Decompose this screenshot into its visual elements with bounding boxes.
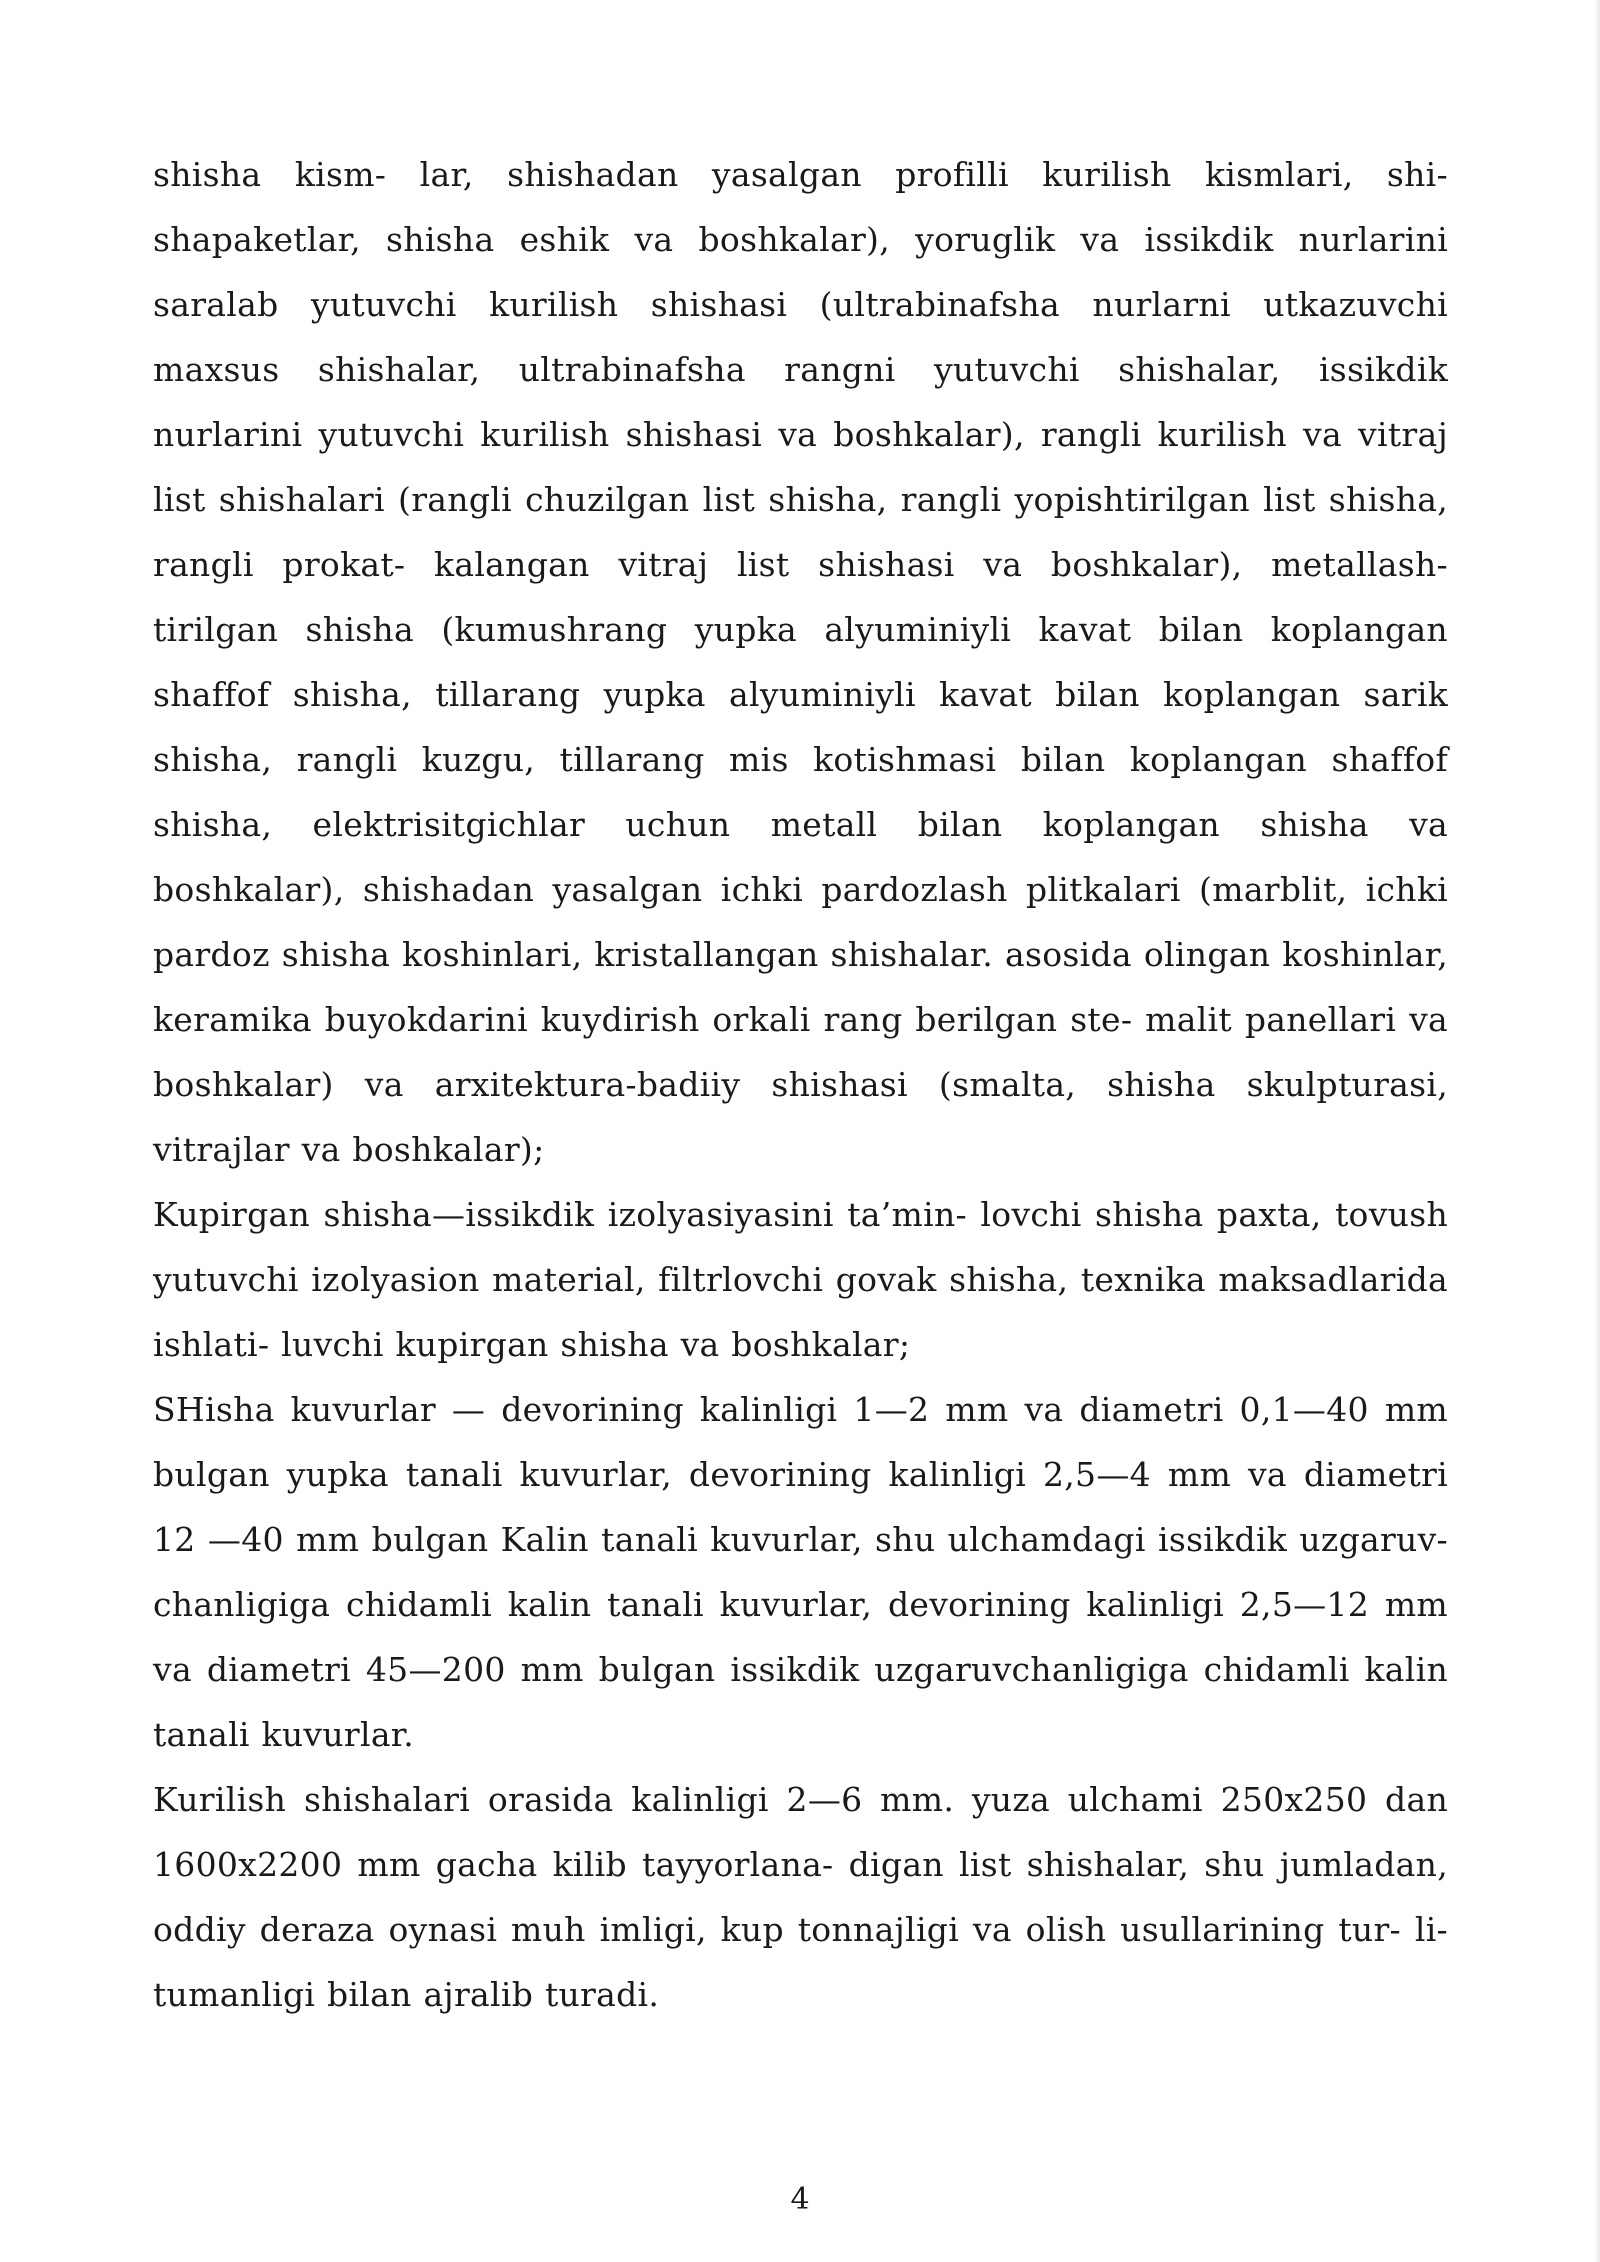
body-text xyxy=(153,142,1448,2027)
paragraph-sheet-glass: Kurilish shishalari orasida kalinligi 2—6 mm. yuza ulchami 250x250 dan 1600x2200 mm gacha kilib tayyorlana- digan list shishalar, shu jumladan, oddiy deraza oynasi muh imligi, kup tonnajligi va olish usullarining tur- li- tumanligi bilan ajralib turadi. xyxy=(153,1780,1448,2014)
page-number: 4 xyxy=(790,2182,810,2217)
paragraph-foam-glass: Kupirgan shisha—issikdik izolyasiyasini ta’min- lovchi shisha paxta, tovush yutuvchi izolyasion material, filtrlovchi govak shisha, texnika maksadlarida ishlati- luvchi kupirgan shisha va boshkalar; xyxy=(153,1195,1448,1364)
paragraph-glass-pipes: SHisha kuvurlar — devorining kalinligi 1—2 mm va diametri 0,1—40 mm bulgan yupka tanali kuvurlar, devorining kalinligi 2,5—4 mm va diametri 12 —40 mm bulgan Kalin tanali kuvurlar, shu ulchamdagi issikdik uzgaruv- chanligiga chidamli kalin tanali kuvurlar, devorining kalinligi 2,5—12 mm va diametri 45—200 mm bulgan issikdik uzgaruvchanligiga chidamli kalin tanali kuvurlar. xyxy=(153,1390,1448,1754)
page-edge-shadow xyxy=(1594,0,1600,2262)
paragraph-glass-types: shisha kism- lar, shishadan yasalgan profilli kurilish kismlari, shi- shapaketlar, shisha eshik va boshkalar), yoruglik va issikdik nurlarini saralab yutuvchi kurilish shishasi (ultrabinafsha nurlarni utkazuvchi maxsus shishalar, ultrabinafsha rangni yutuvchi shishalar, issikdik nurlarini yutuvchi kurilish shishasi va boshkalar), rangli kurilish va vitraj list shishalari (rangli chuzilgan list shisha, rangli yopishtirilgan list shisha, rangli prokat- kalangan vitraj list shishasi va boshkalar), metallash- tirilgan shisha (kumushrang yupka alyuminiyli kavat bilan koplangan shaffof shisha, tillarang yupka alyuminiyli kavat bilan koplangan sarik shisha, rangli kuzgu, tillarang mis kotishmasi bilan koplangan shaffof shisha, elektrisitgichlar uchun metall bilan koplangan shisha va boshkalar), shishadan yasalgan ichki pardozlash plitkalari (marblit, ichki pardoz shisha koshinlari, kristallangan shishalar. asosida olingan koshinlar, keramika buyokdarini kuydirish orkali rang berilgan ste- malit panellari va boshkalar) va arxitektura-badiiy shishasi (smalta, shisha skulpturasi, vitrajlar va boshkalar); xyxy=(153,155,1448,1169)
